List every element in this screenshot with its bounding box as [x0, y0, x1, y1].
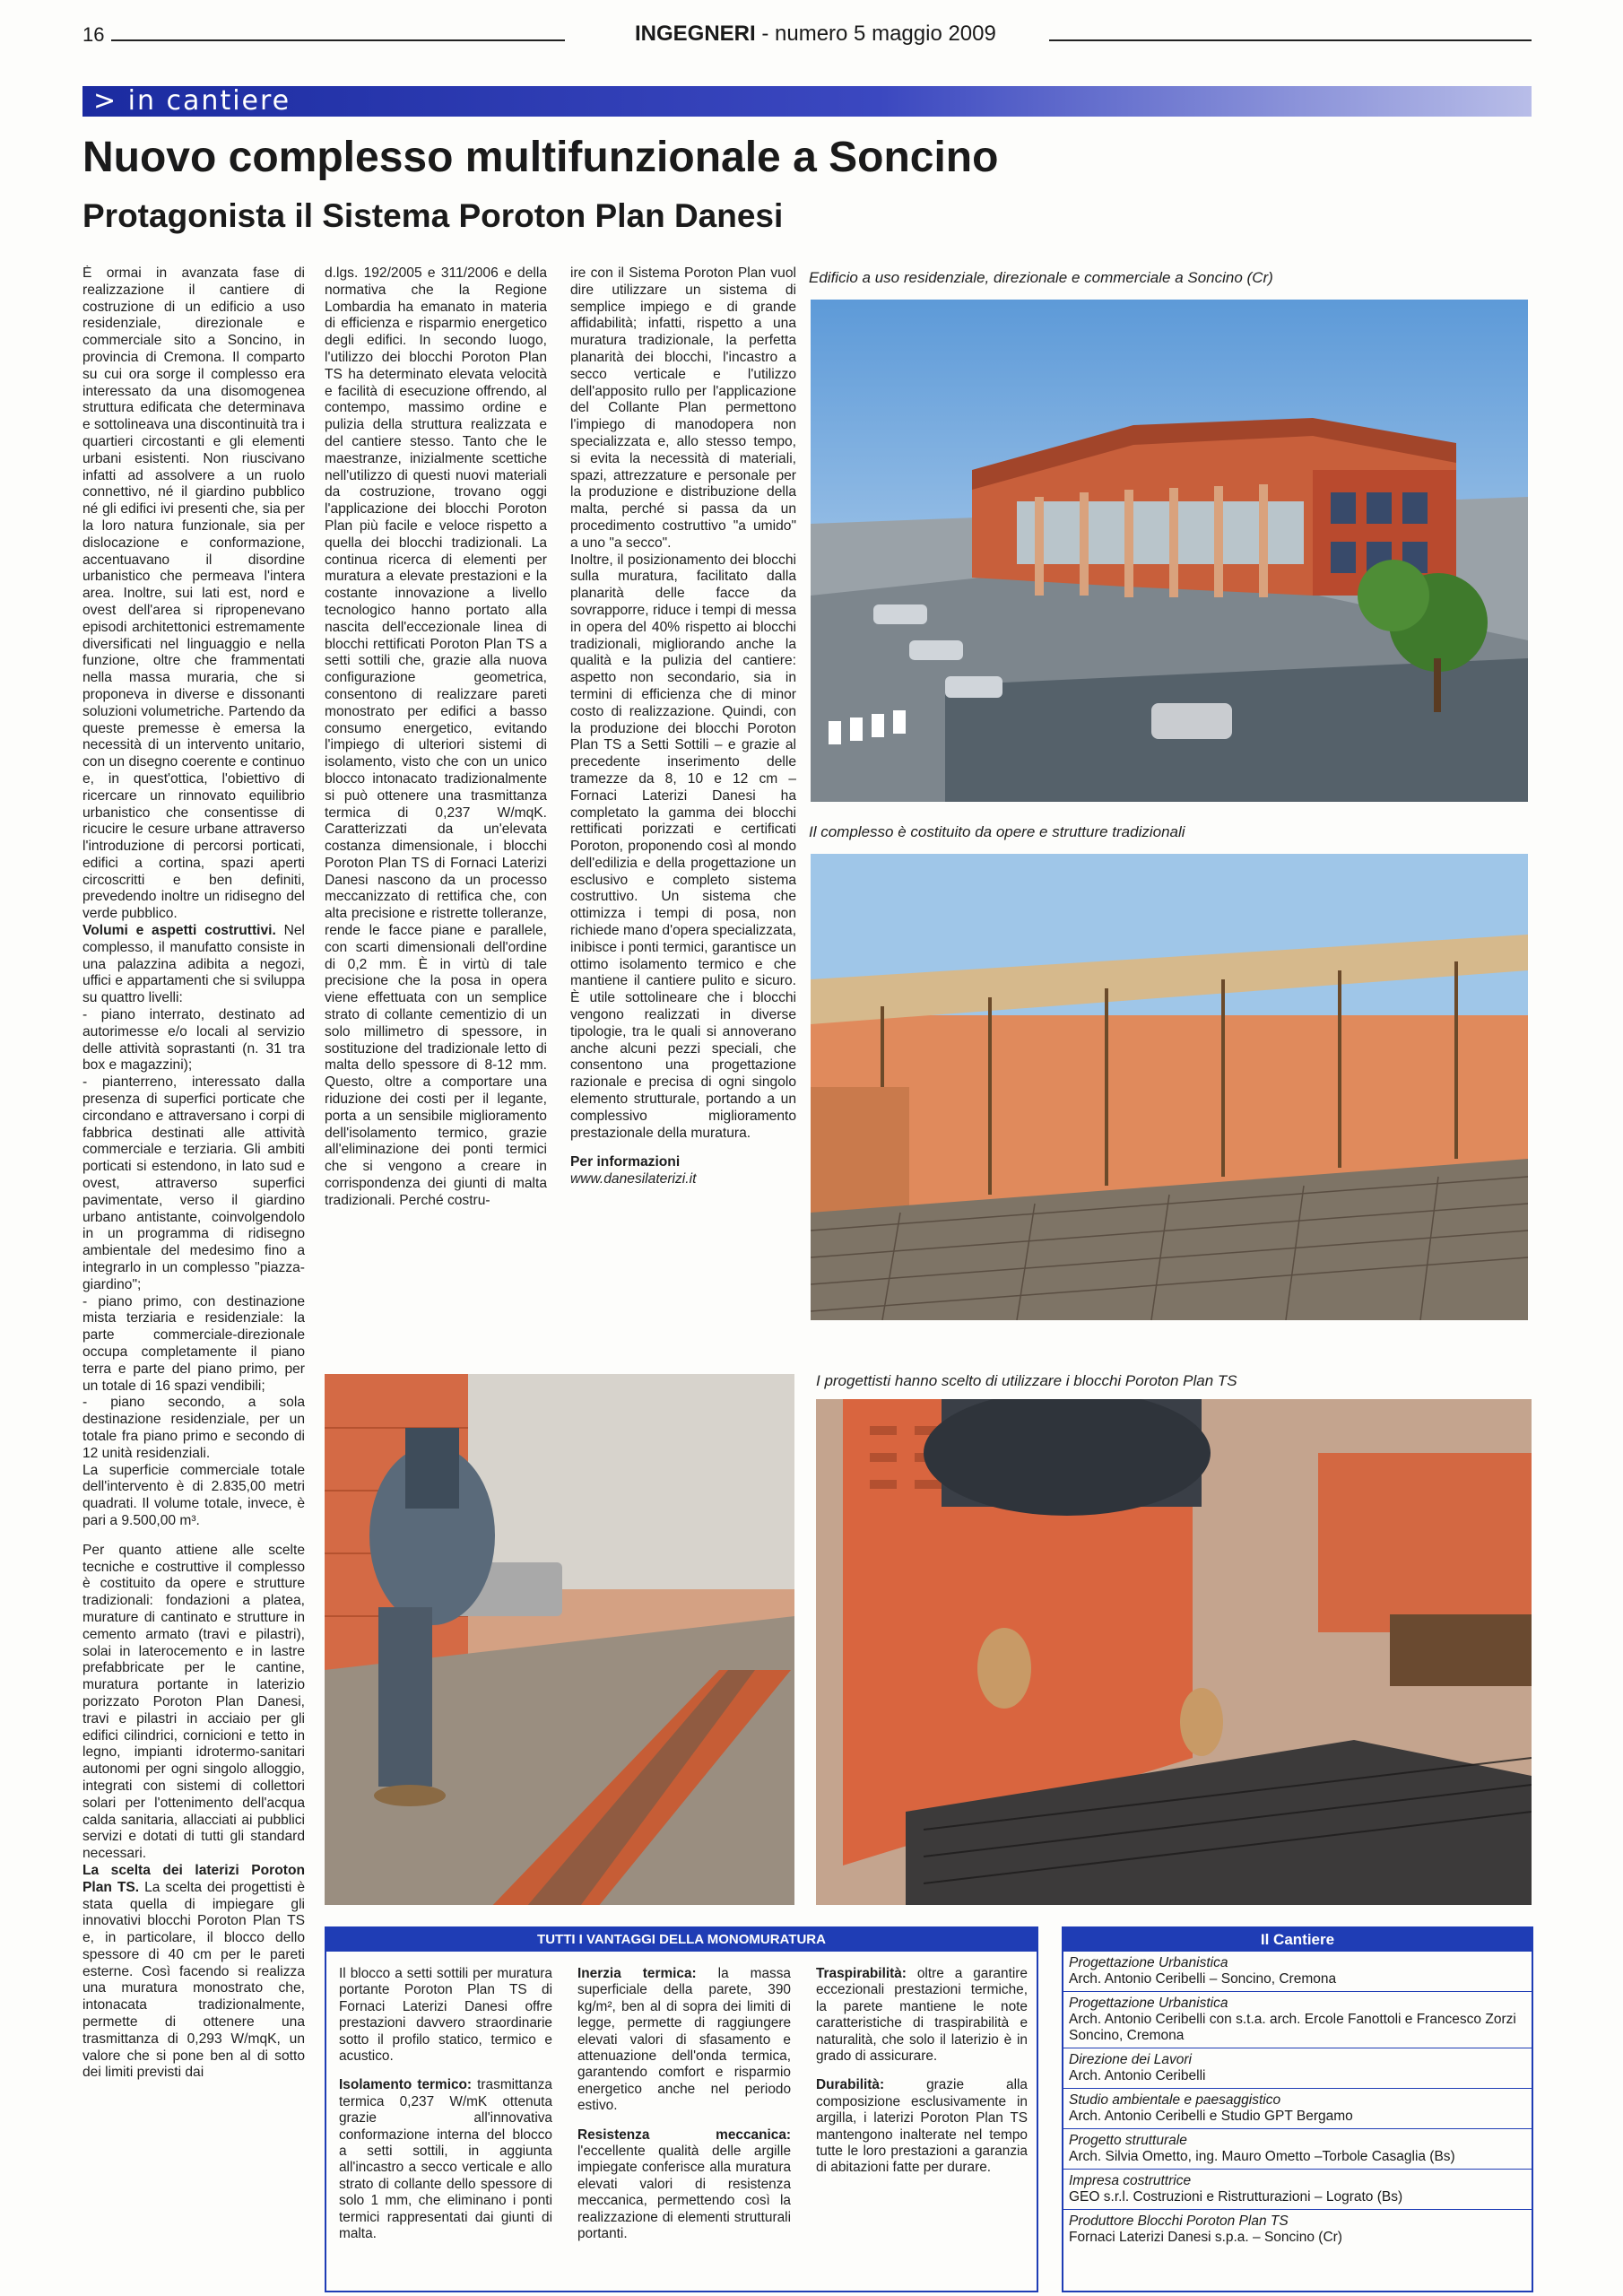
cantiere-item: [1063, 2129, 1532, 2170]
poroton-blocks-photo: [816, 1399, 1532, 1905]
header-rule-left: [111, 39, 565, 41]
vantaggi-item-text: oltre a garantire eccezionali prestazioni termiche, la parete mantiene le note caratteristiche di traspirabilità e naturalità, che solo il laterizio è in grado di assicurare.: [816, 1966, 1028, 2065]
cantiere-role: Progettazione Urbanistica: [1069, 1996, 1228, 2011]
vantaggi-item-head: Traspirabilità:: [816, 1966, 907, 1981]
col3-paragraph: Inoltre, il posizionamento dei blocchi sulla muratura, facilitato dalla planarità delle facce da sovrapporre, riduce i tempi di messa in opera del 40% rispetto ai blocchi tradizionali, migliorando anche la qualità e la pulizia del cantiere: aspetto non secondario, sia in termini di efficienza che di minor costo di realizzazione. Quindi, con la produzione dei blocchi Poroton Plan TS a Setti Sottili – e grazie al precedente inserimento delle tramezze da 8, 10 e 12 cm – Fornaci Laterizi Danesi ha completato la gamma dei blocchi rettificati porizzati e certificati Poroton, proponendo così al mondo dell'edilizia e della progettazione un esclusivo e completo sistema costruttivo. Un sistema che ottimizza i tempi di posa, non richiede mano d'opera specializzata, inibisce i ponti termici, garantisce un ottimo isolamento termico e che mantiene il cantiere pulito e sicuro. È utile sottolineare che i blocchi vengono realizzati in diverse tipologie, tra le quali si annoverano anche alcuni pezzi speciali, che consentono una progettazione razionale e precisa di ogni singolo elemento strutturale, portando a un complessivo miglioramento prestazionale della muratura.: [570, 552, 796, 1141]
cantiere-name: Fornaci Laterizi Danesi s.p.a. – Soncino (Cr): [1069, 2230, 1342, 2245]
cantiere-item: [1063, 2048, 1532, 2089]
vantaggi-item-head: Durabilità:: [816, 2077, 885, 2093]
photo-caption: Il complesso è costituito da opere e strutture tradizionali: [809, 823, 1185, 840]
poroton-blocks-svg: [816, 1399, 1532, 1905]
cantiere-list: [1063, 1952, 1532, 2249]
section-label: > in cantiere: [93, 85, 291, 117]
section-bar: [82, 86, 1532, 117]
vantaggi-item: [577, 1966, 791, 2115]
cantiere-item: [1063, 2170, 1532, 2210]
col1-list-item: - pianterreno, interessato dalla presenza di superfici porticate che circondano e attraversano i corpi di fabbrica destinati alle attività commerciale e terziaria. Gli ambiti porticati si estendono, in lato sud e ovest, attraverso superfici pavimentate, verso il giardino urbano antistante, coinvolgendolo in un programma di ridisegno ambientale del medesimo fino a integrarlo in un complesso "piazza-giardino";: [82, 1074, 305, 1292]
cantiere-header: Il Cantiere: [1063, 1928, 1532, 1952]
cantiere-item: [1063, 1952, 1532, 1992]
cantiere-box: [1062, 1926, 1533, 2292]
col1-paragraph: La superficie commerciale totale dell'intervento è di 2.835,00 metri quadrati. Il volume totale, invece, è pari a 9.500,00 m³.: [82, 1462, 305, 1528]
vantaggi-box: [325, 1926, 1038, 2292]
cantiere-role: Studio ambientale e paesaggistico: [1069, 2092, 1281, 2108]
vantaggi-column-1: [339, 1966, 552, 2243]
cantiere-item: [1063, 2089, 1532, 2129]
cantiere-name: Arch. Antonio Ceribelli – Soncino, Cremona: [1069, 1971, 1337, 1987]
vantaggi-item-text: l'eccellente qualità delle argille impiegate conferisce alla muratura elevati valori di resistenza meccanica, permettendo così la realizzazione di elementi strutturali portanti.: [577, 2144, 791, 2242]
vantaggi-header: TUTTI I VANTAGGI DELLA MONOMURATURA: [326, 1928, 1037, 1952]
vantaggi-intro: Il blocco a setti sottili per muratura portante Poroton Plan TS di Fornaci Laterizi Danesi offre prestazioni davvero straordinarie sotto il profilo statico, termico e acustico.: [339, 1966, 552, 2065]
info-label: Per informazioni: [570, 1154, 681, 1170]
vantaggi-item-head: Resistenza meccanica:: [577, 2126, 791, 2143]
col1-list-item: - piano interrato, destinato ad autorimesse e/o locali al servizio delle attività soprastanti (n. 31 tra box e magazzini);: [82, 1007, 305, 1074]
cantiere-name: GEO s.r.l. Costruzioni e Ristrutturazioni – Lograto (Bs): [1069, 2189, 1403, 2205]
col1-paragraph: Per quanto attiene alle scelte tecniche e costruttive il complesso è costituito da opere e strutture tradizionali: fondazioni a platea, murature di cantinato e strutture in cemento armato (travi e pilastri), solai in laterocemento e in lastre prefabbricate per le cantine, muratura portante in laterizio porizzato Poroton Plan Danesi, travi e pilastri in acciaio per gli edifici cilindrici, cornicioni e tetto in legno, impianti idrotermo-sanitari autonomi per ogni singolo alloggio, integrati con sistemi di collettori solari per l'ottenimento dell'acqua calda sanitaria, allacciati ai pubblici servizi e dotati di tutti gli standard necessari.: [82, 1542, 305, 1862]
building-rendering-image: [811, 300, 1528, 802]
vantaggi-item-text: la massa superficiale della parete, 390 kg/m², ben al di sopra dei limiti di legge, permette di raggiungere elevati valori di sfasamento e attenuazione dell'onda termica, garantendo comfort e risparmio energetico anche nel periodo estivo.: [577, 1966, 791, 2114]
glue-roller-svg: [325, 1374, 794, 1905]
col1-paragraph: È ormai in avanzata fase di realizzazione il cantiere di costruzione di un edificio a uso residenziale, direzionale e commerciale sito a Soncino, in provincia di Cremona. Il comparto su cui ora sorge il complesso era interessato da una disomogenea struttura edificata che determinava e sottolineava una discontinuità tra i quartieri circostanti e gli elementi urbani esistenti. Non riuscivano infatti ad assolvere a un ruolo connettivo, né il giardino pubblico né gli edifici ivi presenti che, sia per la loro natura funzionale, sia per dislocazione e conformazione, accentuavano il disordine urbanistico che permeava l'intera area. Inoltre, sui lati est, nord e ovest dell'area si ripropenevano episodi architettonici estremamente diversificati nel linguaggio e nella funzione, oltre che frammentati nella massa muraria, che si proponeva in diverse e dissonanti soluzioni volumetriche. Partendo da queste premesse è emersa la necessità di un intervento unitario, con un disegno coerente e continuo e, in quest'ottica, l'obiettivo di ricercare un rinnovato equilibrio urbanistico che consentisse di ricucire le cesure urbane attraverso l'introduzione di percorsi porticati, edifici a cortina, spazi aperti circoscritti e ben definiti, prevedendo inoltre un ridisegno del verde pubblico.: [82, 265, 305, 922]
subhead-volumi: Volumi e aspetti costruttivi.: [82, 923, 276, 939]
col1-paragraph: [82, 923, 305, 1007]
vantaggi-item: [816, 2077, 1028, 2176]
col1-text: La scelta dei progettisti è stata quella di impiegare gli innovativi blocchi Poroton Plan TS e, in particolare, il blocco dello spessore di 40 cm per le pareti esterne. Così facendo si realizza una muratura monostrato che, intonacata tradizionalmente, permette di ottenere una trasmittanza di 0,293 W/mqK, un valore che si pone ben al di sotto dei limiti previsti dai: [82, 1879, 305, 2081]
publication-name: INGEGNERI: [635, 22, 756, 46]
col1-text: Nel complesso, il manufatto consiste in una palazzina adibita a negozi, uffici e appartamenti che si sviluppa su quattro livelli:: [82, 923, 305, 1006]
vantaggi-item-head: Inerzia termica:: [577, 1966, 697, 1981]
col1-list-item: - piano secondo, a sola destinazione residenziale, per un totale fra piano primo e secondo di 12 unità residenziali.: [82, 1395, 305, 1461]
subhead-scelta: La scelta dei laterizi Poroton Plan TS.: [82, 1862, 305, 1895]
cantiere-name: Arch. Silvia Ometto, ing. Mauro Ometto –Torbole Casaglia (Bs): [1069, 2149, 1455, 2164]
vantaggi-item-head: Isolamento termico:: [339, 2077, 473, 2093]
vantaggi-item-text: grazie alla composizione esclusivamente in argilla, i laterizi Poroton Plan TS mantengono inalterate nel tempo tutte le loro prestazioni a garanzia di abitazioni fatte per durare.: [816, 2077, 1028, 2176]
photo-caption: I progettisti hanno scelto di utilizzare i blocchi Poroton Plan TS: [816, 1372, 1237, 1389]
header-rule-right: [1049, 39, 1532, 41]
info-block: [570, 1154, 796, 1188]
cantiere-role: Produttore Blocchi Poroton Plan TS: [1069, 2213, 1289, 2229]
col1-paragraph: [82, 1863, 305, 2082]
publication-header: [635, 22, 996, 47]
vantaggi-column-3: [816, 1966, 1028, 2177]
issue-info: - numero 5 maggio 2009: [755, 22, 996, 46]
glue-roller-photo: [325, 1374, 794, 1905]
cantiere-role: Progettazione Urbanistica: [1069, 1955, 1228, 1970]
col3-paragraph: ire con il Sistema Poroton Plan vuol dire utilizzare un sistema di semplice impiego e di grande affidabilità; infatti, rispetto a una muratura tradizionale, la perfetta planarità dei blocchi, l'incastro a secco verticale e l'utilizzo dell'apposito rullo per l'applicazione del Collante Plan permettono l'impiego di manodopera non specializzata e, allo stesso tempo, si evita la necessità di materiali, spazi, attrezzature e personale per la produzione e distribuzione della malta, perché si passa da un procedimento costruttivo "a umido" a uno "a secco".: [570, 265, 796, 551]
article-column-1: [82, 265, 305, 2292]
vantaggi-item: [577, 2127, 791, 2243]
col2-paragraph: d.lgs. 192/2005 e 311/2006 e della normativa che la Regione Lombardia ha emanato in materia di efficienza e risparmio energetico degli edifici. In secondo luogo, l'utilizzo dei blocchi Poroton Plan TS ha determinato elevata velocità e facilità di esecuzione offrendo, al contempo, massimo ordine e pulizia della struttura realizzata e del cantiere stesso. Tanto che le maestranze, inizialmente scettiche nell'utilizzo di questi nuovi materiali da costruzione, trovano oggi l'applicazione dei blocchi Poroton Plan più facile e veloce rispetto a quella dei blocchi tradizionali. La continua ricerca di elementi per muratura a elevate prestazioni e la costante innovazione a livello tecnologico hanno portato alla nascita dell'eccezionale linea di blocchi rettificati Poroton Plan TS a setti sottili che, grazie alla nuova configurazione geometrica, consentono di realizzare pareti monostrato per edifici a basso consumo energetico, evitando l'impiego di ulteriori sistemi di isolamento, visto che con un unico blocco intonacato tradizionalmente si può ottenere una trasmittanza termica di 0,237 W/mqK. Caratterizzati da un'elevata costanza dimensionale, i blocchi Poroton Plan TS di Fornaci Laterizi Danesi nascono da un processo meccanizzato di rettifica che, con alta precisione e ristrette tolleranze, rende le facce piane e parallele, con scarti dimensionali dell'ordine di 0,2 mm. È in virtù di tale precisione che la posa in opera viene effettuata con un semplice strato di collante cementizio di un solo millimetro di spessore, in sostituzione del tradizionale letto di malta dello spessore di 8-12 mm. Questo, oltre a comportare una riduzione dei costi per il legante, porta a un sensibile miglioramento dell'isolamento termico, grazie all'eliminazione dei ponti termici che si vengono a creare in corrispondenza dei giunti di malta tradizionali. Perché costru-: [325, 265, 547, 1208]
cantiere-item: [1063, 1992, 1532, 2048]
construction-site-image: [811, 854, 1528, 1320]
vantaggi-item-text: trasmittanza termica 0,237 W/mK ottenuta grazie all'innovativa conformazione interna del blocco a setti sottili, in aggiunta all'incastro a secco verticale e allo strato di collante dello spessore di solo 1 mm, che eliminano i ponti termici rappresentati dai giunti di malta.: [339, 2077, 552, 2242]
vantaggi-item: [339, 2077, 552, 2242]
cantiere-role: Impresa costruttrice: [1069, 2173, 1192, 2188]
page-number: 16: [82, 23, 105, 46]
article-column-2: [325, 265, 547, 1324]
cantiere-item: [1063, 2210, 1532, 2249]
article-subtitle: Protagonista il Sistema Poroton Plan Danesi: [82, 197, 784, 234]
vantaggi-column-2: [577, 1966, 791, 2243]
cantiere-role: Direzione dei Lavori: [1069, 2052, 1192, 2067]
construction-site-svg: [811, 854, 1528, 1320]
col1-list-item: - piano primo, con destinazione mista terziaria e residenziale: la parte commerciale-direzionale occupa completamente il piano terra e parte del piano primo, per un totale di 16 spazi vendibili;: [82, 1293, 305, 1394]
cantiere-name: Arch. Antonio Ceribelli con s.t.a. arch. Ercole Fanottoli e Francesco Zorzi Soncino, Cremona: [1069, 2012, 1516, 2043]
cantiere-name: Arch. Antonio Ceribelli: [1069, 2068, 1206, 2083]
article-title: Nuovo complesso multifunzionale a Soncino: [82, 134, 999, 181]
cantiere-role: Progetto strutturale: [1069, 2133, 1187, 2148]
vantaggi-item: [816, 1966, 1028, 2065]
cantiere-name: Arch. Antonio Ceribelli e Studio GPT Bergamo: [1069, 2109, 1353, 2124]
photo-caption: Edificio a uso residenziale, direzionale e commerciale a Soncino (Cr): [809, 269, 1273, 286]
article-column-3: [570, 265, 796, 1324]
building-rendering-svg: [811, 300, 1528, 802]
info-link: www.danesilaterizi.it: [570, 1171, 697, 1187]
